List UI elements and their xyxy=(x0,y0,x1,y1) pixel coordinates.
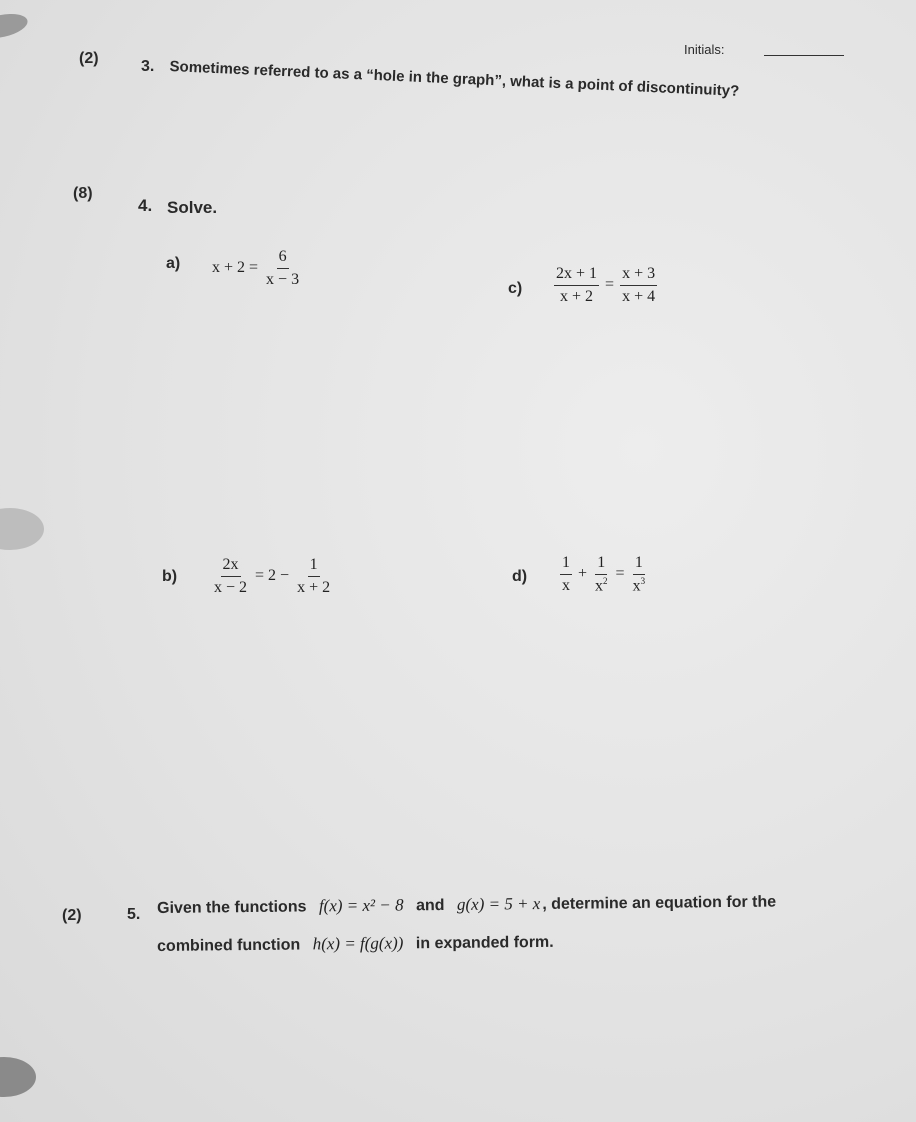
q4b-label: b) xyxy=(162,568,178,585)
q4d-fraction-3 xyxy=(631,554,648,595)
q4d-denominator-2 xyxy=(593,575,610,595)
q5-number: 5. xyxy=(127,906,141,923)
initials-label: Initials: xyxy=(684,42,725,57)
q4b-fraction-right xyxy=(295,556,332,596)
punch-hole-middle xyxy=(0,508,44,550)
q4d-equation xyxy=(558,554,649,595)
q4c-fraction-left xyxy=(554,265,599,305)
q4b-right-numerator: 1 xyxy=(308,556,320,577)
q3-marks: (2) xyxy=(79,50,99,67)
q4a-numerator: 6 xyxy=(277,248,289,269)
q4c-right-numerator: x + 3 xyxy=(620,265,657,286)
q4c-right-denominator: x + 4 xyxy=(622,287,656,305)
q5-f-definition: f(x) = x² − 8 xyxy=(318,895,404,916)
q4a-lhs: x + 2 = xyxy=(212,258,259,276)
q4a-equation xyxy=(212,248,303,288)
q4c-fraction-right xyxy=(620,265,657,305)
q4d-plus: + xyxy=(578,564,588,582)
q4c-label: c) xyxy=(508,280,523,297)
q4d-exponent-2: 2 xyxy=(603,575,608,586)
q4a-fraction xyxy=(264,248,301,288)
q4d-numerator-3: 1 xyxy=(633,554,645,575)
q4c-equation xyxy=(552,265,659,305)
q4d-denominator-3 xyxy=(631,575,648,595)
q4d-base-2: x xyxy=(595,576,604,594)
q4b-fraction-left xyxy=(212,556,249,596)
q5-marks: (2) xyxy=(62,907,82,924)
q4c-left-numerator: 2x + 1 xyxy=(554,265,599,286)
q4c-left-denominator: x + 2 xyxy=(560,287,594,305)
q3-question-text: Sometimes referred to as a “hole in the graph”, what is a point of discontinuity? xyxy=(169,58,740,100)
q4d-base-3: x xyxy=(632,576,641,594)
q4a-label: a) xyxy=(166,255,181,272)
q5-text-expanded: in expanded form. xyxy=(415,933,554,953)
q5-line-2 xyxy=(157,932,554,956)
q5-h-definition: h(x) = f(g(x)) xyxy=(312,933,404,954)
q5-and: and xyxy=(415,896,445,915)
q5-g-definition: g(x) = 5 + x xyxy=(456,893,541,914)
q4-marks: (8) xyxy=(73,185,93,202)
q4d-equals: = xyxy=(615,564,625,582)
q4b-left-numerator: 2x xyxy=(221,556,241,577)
q5-line-1 xyxy=(157,892,776,918)
q4d-label: d) xyxy=(512,568,528,585)
punch-hole-top xyxy=(0,10,30,42)
q5-text-determine: , determine an equation for the xyxy=(542,893,777,913)
q4d-numerator-2: 1 xyxy=(595,554,607,575)
q4d-fraction-2 xyxy=(593,554,610,595)
q4c-equals: = xyxy=(605,275,615,293)
punch-hole-bottom xyxy=(0,1057,36,1097)
q4d-denominator-1: x xyxy=(562,576,570,594)
q4a-denominator: x − 3 xyxy=(266,270,300,288)
q4b-left-denominator: x − 2 xyxy=(214,578,248,596)
q3-number: 3. xyxy=(141,58,155,75)
q4d-exponent-3: 3 xyxy=(640,575,646,586)
q4b-right-denominator: x + 2 xyxy=(297,578,331,596)
q5-text-combined: combined function xyxy=(157,936,301,955)
q5-text-intro: Given the functions xyxy=(157,898,307,917)
q4b-equation xyxy=(210,556,334,596)
q4-number: 4. xyxy=(138,196,153,215)
q4b-middle-term: = 2 − xyxy=(255,566,290,584)
q4d-fraction-1 xyxy=(560,554,572,594)
q4-question-text: Solve. xyxy=(167,198,218,217)
q4d-numerator-1: 1 xyxy=(560,554,572,575)
initials-blank-line xyxy=(764,55,844,56)
